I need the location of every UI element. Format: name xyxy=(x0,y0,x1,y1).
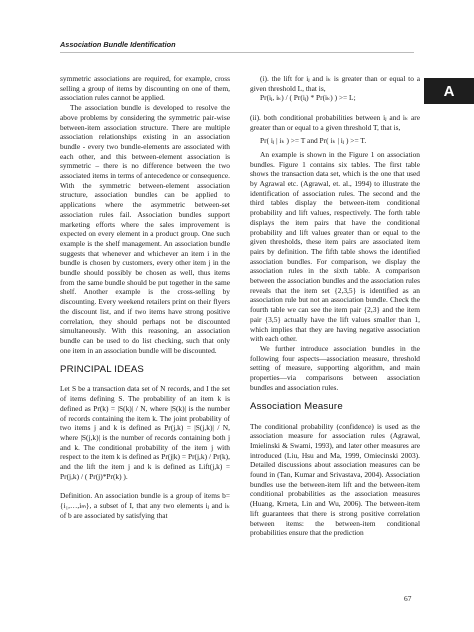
section-heading: PRINCIPAL IDEAS xyxy=(60,364,145,376)
paragraph: Let S be a transaction data set of N records, and I the set of items defining S. The probability of an item k is defined as Pr(k) = |S(k)| / N, where |S(k)| is the number of records containing the item k. The joint probability of two items j and k is defined as Pr(j,k) = |S(j,k)| / N, where |S(j,k)| is the number of records containing both j and k. The conditional probability of the item j with respect to the item k is defined as Pr(j|k) = Pr(j,k) / Pr(k), and the lift the item j and k is defined as Lift(j,k) = Pr(j,k) / ( Pr(j)*Pr(k) ). xyxy=(60,384,230,481)
page-number: 67 xyxy=(404,594,412,603)
left-column xyxy=(60,74,230,520)
header-rule xyxy=(60,52,414,53)
condition-text: (i). the lift for iⱼ and iₖ is greater than or equal to a given threshold L, that is, xyxy=(250,74,420,93)
formula-conditional: Pr( iⱼ | iₖ ) >= T and Pr( iₖ | iⱼ ) >= T. xyxy=(260,136,367,146)
paragraph: The conditional probability (confidence) is used as the association measure for association rules (Agrawal, Imielinski & Swami, 1993), and later other measures are introduced (Liu, Hsu and Ma, 1999, Omiecinski 2003). Detailed discussions about association measures can be found in (Tan, Kumar and Srivastava, 2004). Association bundles use the between-item lift and the between-item conditional probabilities as the association measures (Huang, Krneta, Lin and Wu, 2006). The between-item lift guarantees that there is strong positive correlation between items: the between-item conditional probabilities ensure that the prediction xyxy=(250,421,420,538)
section-heading: Association Measure xyxy=(250,401,343,413)
right-column xyxy=(250,74,420,538)
running-head: Association Bundle Identification xyxy=(60,40,176,49)
formula-lift: Pr(iⱼ, iₖ) / ( Pr(iⱼ) * Pr(iₖ) ) >= L; xyxy=(260,93,356,103)
definition-paragraph: Definition. An association bundle is a group of items b={i₁,…,iₘ}, a subset of I, that any two elements iⱼ and iₖ of b are associated by satisfying that xyxy=(60,491,230,520)
paragraph: The association bundle is developed to resolve the above problems by considering the symmetric pair-wise between-item association structure. There are multiple association relationships existing in an association bundle - every two bundle-elements are associated with each other, and this between-element association is symmetric – there is no difference between the two associated items in terms of antecedence or consequence. With the symmetric between-element association structure, association bundles can be applied to applications where the asymmetric between-set association rules fail. Association bundles support marketing efforts where the sales improvement is expected on every element in a product group. One such example is the shelf management. An association bundle suggests that whenever and whichever an item i in the bundle is chosen by customers, every other item j in the bundle should possibly be chosen as well, thus items from the same bundle should be put together in the same shelf. Another example is the cross-selling by discounting. Every weekend retailers print on their flyers the discount list, and if two items have strong positive correlation, they should perhaps not be discounted simultaneously. With this reasoning, an association bundle can be used to do list checking, such that only one item in an association bundle will be discounted. xyxy=(60,103,230,355)
spacer xyxy=(60,375,230,385)
paragraph: An example is shown in the Figure 1 on association bundles. Figure 1 contains six tables. The first table shows the transaction data set, which is the one that used by Agrawal etc. (Agrawal, et. al., 1994) to illustrate the identification of association rules. The second and the third tables display the between-item conditional probability and lift values, respectively. The forth table displays the item pairs that have the conditional probability and lift values greater than or equal to the given thresholds, these item pairs are associated item pairs by definition. The fifth table shows the identified association bundles. For comparison, we display the association rules in the sixth table. A comparison between the association bundles and the association rules reveals that the item set {2,3,5} is identified as an association rule but not an association bundle. Check the fourth table we can see the item pair {2,3} and the item pair {3,5} actually have the lift values smaller than 1, which implies that they are having negative association with each other. xyxy=(250,149,420,344)
condition-text: (ii). both conditional probabilities between iⱼ and iₖ are greater than or equal to a given threshold T, that is, xyxy=(250,112,420,132)
spacer xyxy=(60,482,230,492)
paragraph: We further introduce association bundles in the following four aspects—association measure, threshold setting of measure, supporting algorithm, and main properties—via comparisons between association bundles and association rules. xyxy=(250,343,420,392)
spacer xyxy=(250,412,420,422)
section-tab: A xyxy=(424,78,474,104)
paragraph: symmetric associations are required, for example, cross selling a group of items by discounting on one of them, association rules cannot be applied. xyxy=(60,74,230,103)
spacer xyxy=(250,103,420,113)
